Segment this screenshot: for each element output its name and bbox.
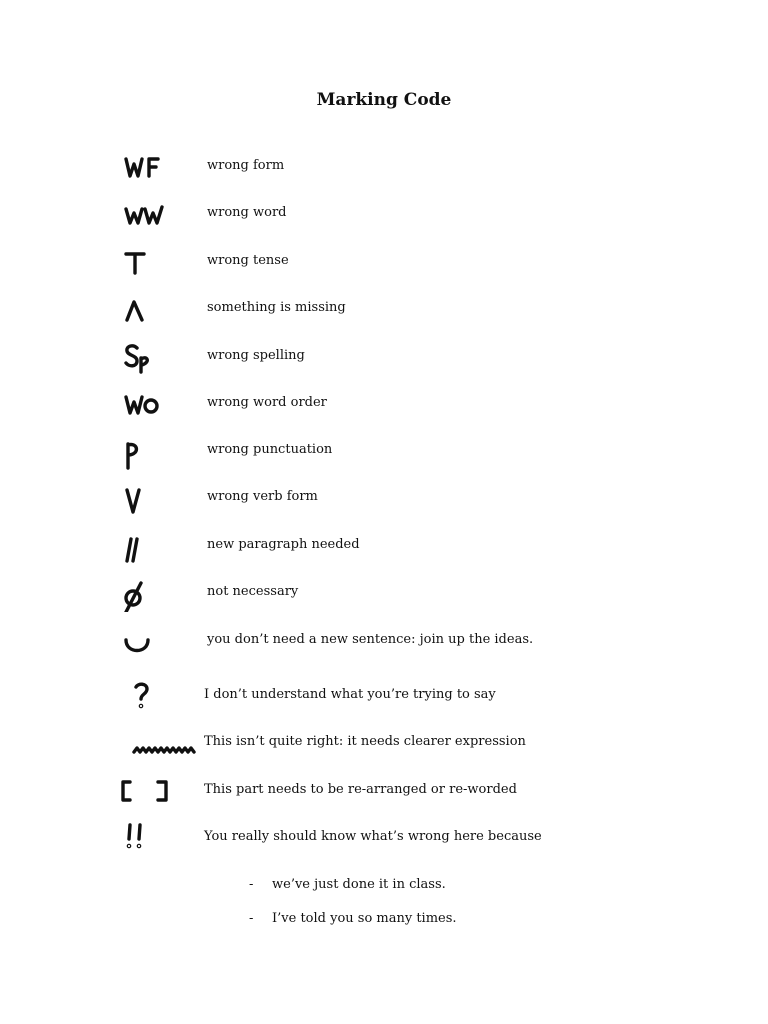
list-item-text: we’ve just done it in class. [272, 877, 446, 892]
marking-code-description: This part needs to be re-arranged or re-worded [204, 782, 517, 797]
v-mark-icon [120, 477, 200, 517]
marking-code-row [0, 620, 768, 660]
marking-code-row [0, 525, 768, 565]
caret-mark-icon [120, 288, 200, 328]
brackets-mark-icon [120, 770, 200, 810]
marking-code-row [0, 288, 768, 328]
empty-set-mark-icon [120, 572, 200, 612]
marking-code-description: wrong form [207, 158, 285, 173]
sp-mark-icon [120, 336, 200, 376]
marking-code-row [0, 336, 768, 376]
marking-code-description: new paragraph needed [207, 537, 360, 552]
marking-code-row [0, 722, 768, 762]
marking-code-description: wrong word order [207, 395, 327, 410]
list-item-text: I’ve told you so many times. [272, 911, 457, 926]
wf-mark-icon [120, 146, 200, 186]
marking-code-description: wrong tense [207, 253, 289, 268]
question-mark-icon [120, 675, 200, 715]
marking-code-description: wrong punctuation [207, 442, 333, 457]
marking-code-description: wrong spelling [207, 348, 305, 363]
p-mark-icon [120, 430, 200, 470]
marking-code-row [0, 193, 768, 233]
marking-code-description: You really should know what’s wrong here because [204, 829, 542, 844]
double-exclamation-mark-icon [120, 817, 200, 857]
list-bullet-marker: - [249, 877, 254, 892]
marking-code-row [0, 430, 768, 470]
marking-code-description: wrong verb form [207, 489, 318, 504]
marking-code-row [0, 146, 768, 186]
marking-code-row [0, 817, 768, 857]
marking-code-description: you don’t need a new sentence: join up the ideas. [207, 632, 534, 647]
wavy-line-mark-icon [120, 722, 200, 762]
marking-code-row [0, 572, 768, 612]
marking-code-row [0, 241, 768, 281]
join-arc-mark-icon [120, 620, 200, 660]
marking-code-row [0, 477, 768, 517]
ww-mark-icon [120, 193, 200, 233]
marking-code-row [0, 675, 768, 715]
marking-code-description: something is missing [207, 300, 346, 315]
double-slash-mark-icon [120, 525, 200, 565]
marking-code-row [0, 383, 768, 423]
wo-mark-icon [120, 383, 200, 423]
marking-code-description: wrong word [207, 205, 287, 220]
marking-code-description: This isn’t quite right: it needs clearer expression [204, 734, 526, 749]
marking-code-description: I don’t understand what you’re trying to say [204, 687, 496, 702]
marking-code-row [0, 770, 768, 810]
list-bullet-marker: - [249, 911, 254, 926]
page-title: Marking Code [316, 90, 452, 110]
marking-code-description: not necessary [207, 584, 299, 599]
t-mark-icon [120, 241, 200, 281]
